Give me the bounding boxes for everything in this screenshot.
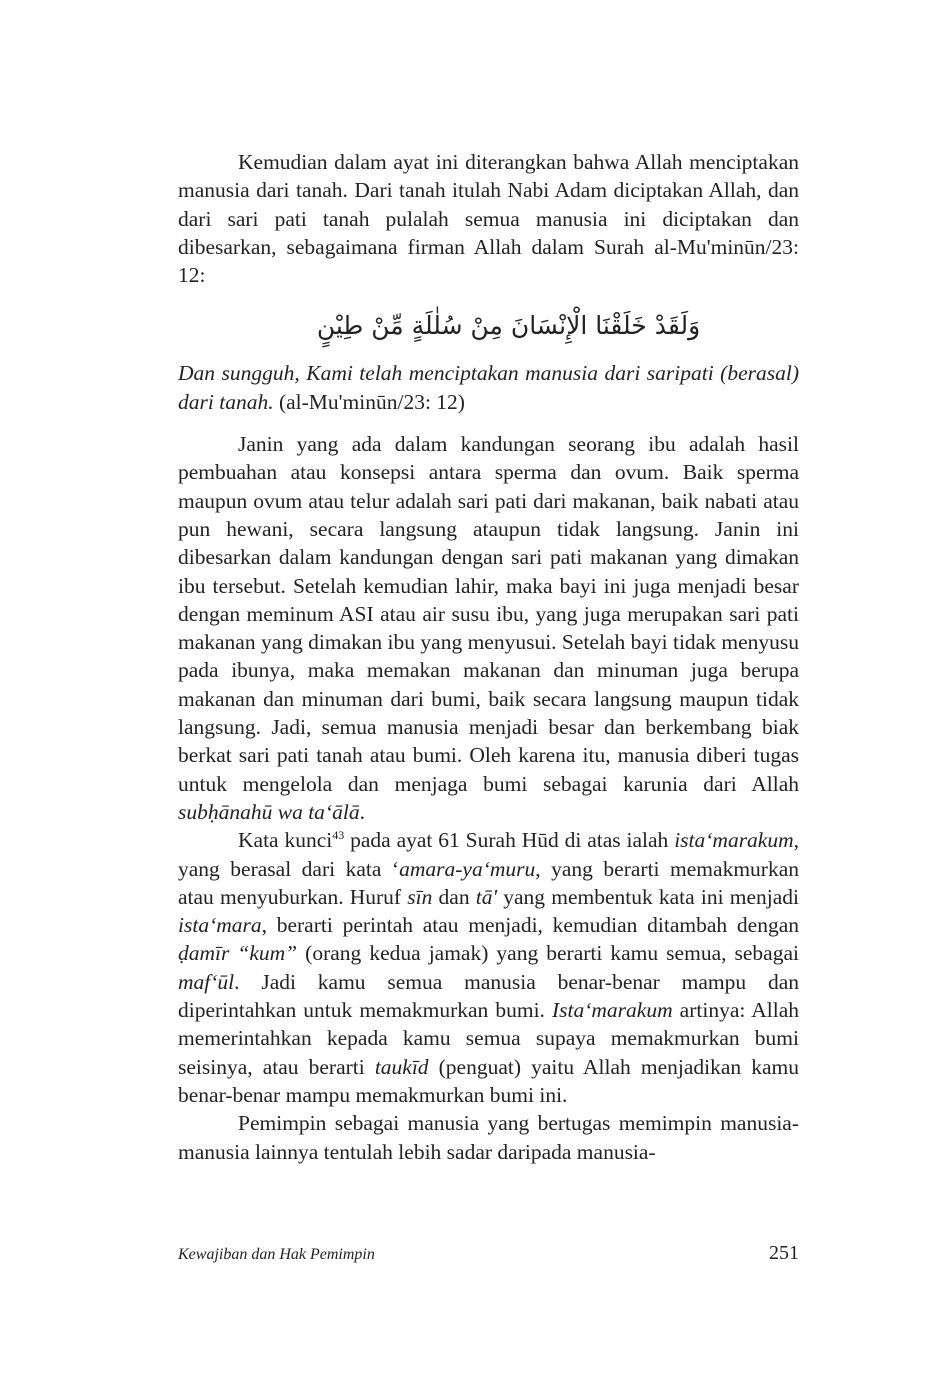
paragraph-janin-end: . <box>359 799 365 824</box>
translation-italic: Dan sungguh, Kami telah menciptakan manusia dari saripati (berasal) dari tanah. <box>178 361 799 414</box>
running-title: Kewajiban dan Hak Pemimpin <box>178 1246 375 1263</box>
page-number: 251 <box>769 1242 799 1264</box>
italic-term: ista‘mara <box>178 913 262 938</box>
body-text <box>178 148 799 1166</box>
text-span: pada ayat 61 Surah Hūd di atas ialah <box>344 828 675 853</box>
footnote-marker[interactable]: 43 <box>332 828 345 843</box>
paragraph-kata-kunci <box>178 826 799 1109</box>
paragraph-intro: Kemudian dalam ayat ini diterangkan bahwa Allah menciptakan manusia dari tanah. Dari tanah itulah Nabi Adam diciptakan Allah, dan dari sari pati tanah pulalah semua manusia ini diciptakan dan dibesarkan, sebagaimana firman Allah dalam Surah al-Mu'minūn/23: 12: <box>178 150 799 288</box>
paragraph-janin-italic: subḥānahū wa ta‘ālā <box>178 799 360 824</box>
text-span: , yang berarti memakmurkan atau menyuburkan. Huruf <box>178 856 799 909</box>
italic-term: tā' <box>475 884 498 909</box>
paragraph-janin <box>178 430 799 826</box>
translation-reference: (al-Mu'minūn/23: 12) <box>273 389 465 414</box>
italic-term: taukīd <box>374 1054 429 1079</box>
text-span: (orang kedua jamak) yang berarti kamu semua, sebagai <box>297 941 799 966</box>
text-span: artinya: Allah memerintahkan kepada kamu semua supaya memakmurkan bumi seisinya, atau berarti <box>178 998 799 1079</box>
text-span: , berarti perintah atau menjadi, kemudian ditambah dengan <box>261 913 799 938</box>
paragraph-pemimpin: Pemimpin sebagai manusia yang bertugas memimpin manusia-manusia lainnya tentulah lebih sadar daripada manusia- <box>178 1111 799 1164</box>
text-span: (penguat) yaitu Allah menjadikan kamu benar-benar mampu memakmurkan bumi ini. <box>178 1054 799 1107</box>
verse-translation <box>178 359 799 416</box>
italic-term: maf‘ūl <box>178 969 235 994</box>
italic-term: sīn <box>407 884 433 909</box>
text-span: yang membentuk kata ini menjadi <box>497 884 799 909</box>
italic-term: amara-ya‘muru <box>399 856 536 881</box>
italic-term: ḍamīr “kum” <box>178 941 298 966</box>
italic-term: ista‘marakum <box>674 828 794 853</box>
text-span: Kata kunci <box>238 828 333 853</box>
paragraph-janin-text: Janin yang ada dalam kandungan seorang ibu adalah hasil pembuahan atau konsepsi antara sperma dan ovum. Baik sperma maupun ovum atau telur adalah sari pati dari makanan, baik nabati atau pun hewani, secara langsung ataupun tidak langsung. Janin ini dibesarkan dalam kandungan dengan sari pati makanan yang dimakan ibu tersebut. Setelah kemudian lahir, maka bayi ini juga menjadi besar dengan meminum ASI atau air susu ibu, yang juga merupakan sari pati makanan yang dimakan ibu yang menyusui. Setelah bayi tidak menyusu pada ibunya, maka memakan makanan dan minuman juga berupa makanan dan minuman dari bumi, baik secara langsung maupun tidak langsung. Jadi, semua manusia menjadi besar dan berkembang biak berkat sari pati tanah atau bumi. Oleh karena itu, manusia diberi tugas untuk mengelola dan menjaga bumi sebagai karunia dari Allah <box>178 432 799 796</box>
text-span: dan <box>432 884 476 909</box>
text-span: . Jadi kamu semua manusia benar-benar mampu dan diperintahkan untuk memakmurkan bumi. <box>178 969 799 1023</box>
italic-term: Ista‘marakum <box>551 998 673 1023</box>
text-span: , yang berasal dari kata ‘ <box>178 828 799 881</box>
arabic-verse: وَلَقَدْ خَلَقْنَا الْإِنْسَانَ مِنْ سُلٰلَةٍ مِّنْ طِيْنٍ <box>316 311 701 341</box>
